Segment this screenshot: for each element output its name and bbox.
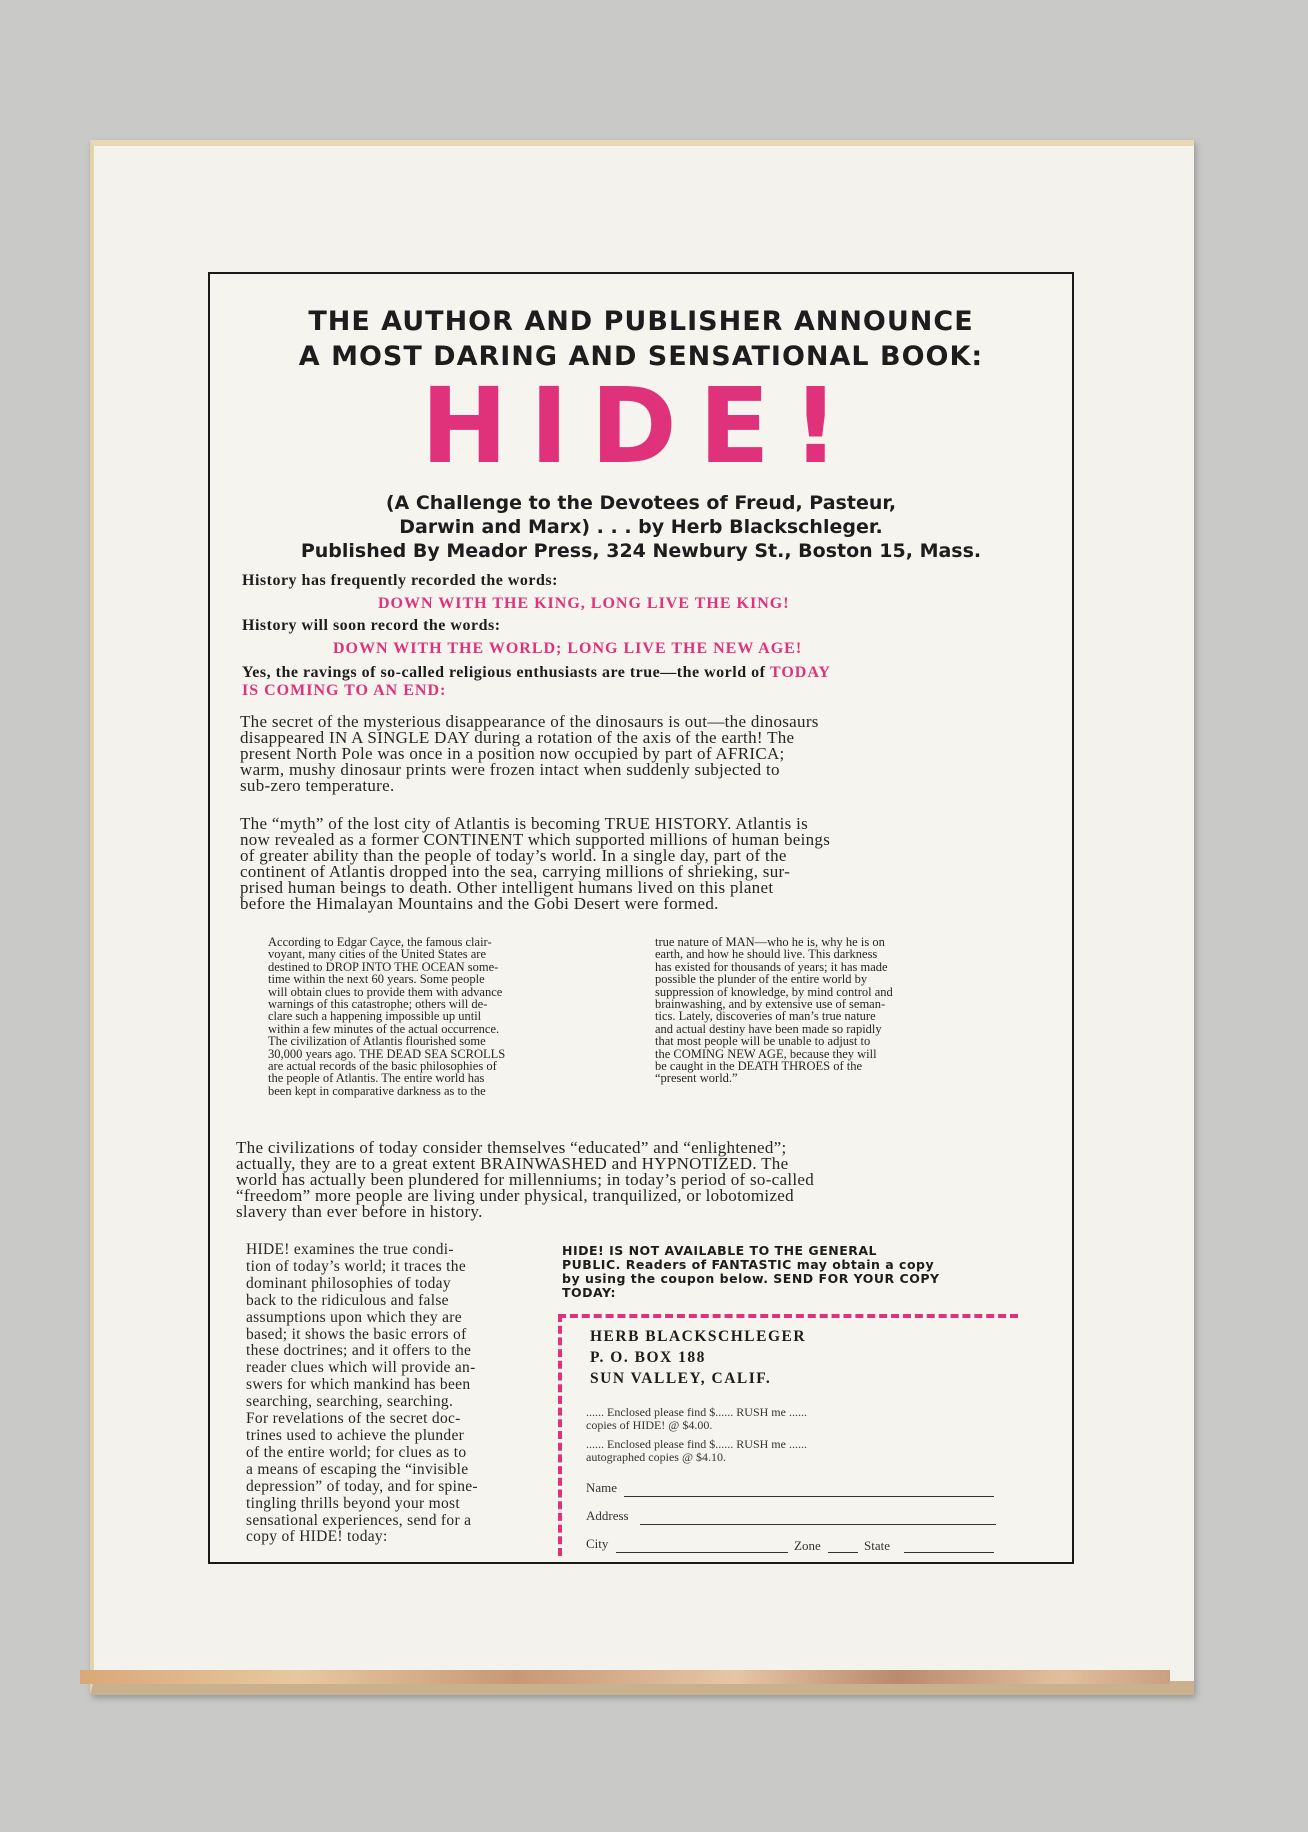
advertisement-box: [208, 272, 1074, 1564]
column-line: earth, and how he should live. This darkness: [655, 947, 878, 962]
paragraph-line: dominant philosophies of today: [246, 1274, 451, 1292]
order-line-2[interactable]: ...... Enclosed please find $...... RUSH me ......: [586, 1437, 807, 1451]
paragraph-line: depression” of today, and for spine-: [246, 1477, 478, 1495]
column-line: possible the plunder of the entire world by: [655, 972, 868, 987]
ravings-text: Yes, the ravings of so-called religious enthusiasts are true—the world of: [242, 664, 766, 681]
paragraph-line: assumptions upon which they are: [246, 1308, 462, 1326]
order-line-2b: autographed copies @ $4.10.: [586, 1450, 727, 1464]
paragraph-line: The secret of the mysterious disappearance of the dinosaurs is out—the dinosaurs: [240, 712, 819, 731]
column-line: warnings of this catastrophe; others will de-: [268, 997, 488, 1012]
column-line: the people of Atlantis. The entire world has: [268, 1071, 485, 1086]
paragraph-line: swers for which mankind has been: [246, 1376, 471, 1394]
column-line: clare such a happening impossible up until: [268, 1009, 482, 1024]
zone-label: Zone: [794, 1538, 821, 1553]
column-line: that most people will be unable to adjust to: [655, 1034, 871, 1049]
header-line-2: A MOST DARING AND SENSATIONAL BOOK:: [298, 341, 984, 372]
notice-line: HIDE! IS NOT AVAILABLE TO THE GENERAL: [562, 1243, 877, 1258]
zone-field[interactable]: [828, 1552, 858, 1553]
notice-line: TODAY:: [562, 1285, 616, 1300]
paragraph-line: HIDE! examines the true condi-: [246, 1241, 454, 1258]
paragraph-line: a means of escaping the “invisible: [246, 1460, 469, 1478]
column-line: be caught in the DEATH THROES of the: [655, 1059, 863, 1074]
availability-notice: [562, 1244, 1002, 1300]
name-label: Name: [586, 1480, 618, 1495]
column-line: and actual destiny have been made so rapidly: [655, 1021, 882, 1036]
column-line: has existed for thousands of years; it has made: [655, 959, 888, 974]
civilizations-paragraph: [236, 1140, 1044, 1220]
paragraph-line: continent of Atlantis dropped into the sea, carrying millions of shrieking, sur-: [240, 862, 791, 881]
column-line: are actual records of the basic philosophies of: [268, 1059, 497, 1074]
header-line-1: THE AUTHOR AND PUBLISHER ANNOUNCE: [308, 306, 974, 337]
notice-line: PUBLIC. Readers of FANTASTIC may obtain a copy: [562, 1257, 935, 1272]
today-word: TODAY: [769, 664, 831, 681]
paragraph-line: these doctrines; and it offers to the: [246, 1342, 472, 1360]
examines-paragraph: [246, 1242, 546, 1546]
book-title: HIDE!: [420, 365, 862, 487]
paragraph-line: of greater ability than the people of today’s world. In a single day, part of the: [240, 846, 787, 865]
paragraph-line: actually, they are to a great extent BRAINWASHED and HYPNOTIZED. The: [236, 1154, 789, 1173]
atlantis-paragraph: [240, 816, 1048, 912]
slogan-king: DOWN WITH THE KING, LONG LIVE THE KING!: [378, 595, 790, 612]
paragraph-line: reader clues which will provide an-: [246, 1359, 476, 1377]
paragraph-line: tion of today’s world; it traces the: [246, 1257, 467, 1275]
paragraph-line: For revelations of the secret doc-: [246, 1410, 461, 1428]
paragraph-line: before the Himalayan Mountains and the Gobi Desert were formed.: [240, 894, 719, 913]
paragraph-line: back to the ridiculous and false: [246, 1291, 449, 1309]
dinosaur-paragraph: [240, 714, 1048, 794]
publisher-line: Published By Meador Press, 324 Newbury St., Boston 15, Mass.: [300, 540, 982, 562]
column-line: tics. Lately, discoveries of man’s true nature: [655, 1009, 876, 1024]
address-label: Address: [586, 1508, 629, 1523]
ravings-line: [242, 664, 831, 682]
column-line: voyant, many cities of the United States are: [268, 947, 486, 962]
ending-line: IS COMING TO AN END:: [242, 682, 447, 699]
address-field[interactable]: [640, 1524, 996, 1525]
paragraph-line: “freedom” more people are living under physical, tranquilized, or lobotomized: [236, 1186, 794, 1205]
paragraph-line: of the entire world; for clues as to: [246, 1443, 467, 1461]
paragraph-line: based; it shows the basic errors of: [246, 1325, 467, 1343]
column-line: brainwashing, and by extensive use of seman-: [655, 997, 886, 1012]
paragraph-line: searching, searching, searching.: [246, 1393, 454, 1411]
paragraph-line: world has actually been plundered for millenniums; in today’s period of so-called: [236, 1170, 815, 1189]
order-line-1b: copies of HIDE! @ $4.00.: [586, 1418, 713, 1432]
name-field[interactable]: [624, 1496, 994, 1497]
paragraph-line: prised human beings to death. Other intelligent humans lived on this planet: [240, 878, 774, 897]
order-line-1[interactable]: ...... Enclosed please find $...... RUSH me ......: [586, 1405, 807, 1419]
column-line: The civilization of Atlantis flourished some: [268, 1034, 486, 1049]
notice-line: by using the coupon below. SEND FOR YOUR COPY: [562, 1271, 940, 1286]
coupon-address-box: P. O. BOX 188: [590, 1349, 706, 1366]
city-label: City: [586, 1536, 609, 1551]
paragraph-line: sensational experiences, send for a: [246, 1511, 472, 1529]
paragraph-line: sub-zero temperature.: [240, 776, 395, 795]
cayce-right-column: [655, 936, 1005, 1085]
paragraph-line: tingling thrills beyond your most: [246, 1494, 460, 1512]
state-label: State: [864, 1538, 890, 1553]
state-field[interactable]: [904, 1552, 994, 1553]
cayce-left-column: [268, 936, 628, 1097]
paragraph-line: The “myth” of the lost city of Atlantis is becoming TRUE HISTORY. Atlantis is: [240, 814, 809, 833]
column-line: According to Edgar Cayce, the famous clair-: [268, 935, 492, 949]
coupon-address-name: HERB BLACKSCHLEGER: [590, 1328, 807, 1345]
paragraph-line: slavery than ever before in history.: [236, 1202, 483, 1221]
column-line: “present world.”: [655, 1071, 738, 1086]
column-line: destined to DROP INTO THE OCEAN some-: [268, 959, 499, 974]
column-line: suppression of knowledge, by mind control and: [655, 984, 893, 999]
column-line: 30,000 years ago. THE DEAD SEA SCROLLS: [268, 1046, 506, 1061]
paragraph-line: now revealed as a former CONTINENT which supported millions of human beings: [240, 830, 831, 849]
subtitle-line-1: (A Challenge to the Devotees of Freud, Pasteur,: [385, 492, 897, 514]
subtitle-line-2: Darwin and Marx) . . . by Herb Blackschleger.: [399, 516, 883, 538]
column-line: been kept in comparative darkness as to the: [268, 1083, 486, 1098]
column-line: time within the next 60 years. Some people: [268, 972, 485, 987]
paragraph-line: copy of HIDE! today:: [246, 1528, 388, 1546]
slogan-world: DOWN WITH THE WORLD; LONG LIVE THE NEW AGE!: [333, 640, 803, 657]
paragraph-line: The civilizations of today consider themselves “educated” and “enlightened”;: [236, 1138, 787, 1157]
cover-bottom-edge: [80, 1670, 1170, 1684]
column-line: true nature of MAN—who he is, why he is on: [655, 935, 885, 949]
paragraph-line: present North Pole was once in a position now occupied by part of AFRICA;: [240, 744, 785, 763]
column-line: within a few minutes of the actual occurrence.: [268, 1021, 500, 1036]
paragraph-line: trines used to achieve the plunder: [246, 1426, 465, 1444]
order-coupon: [558, 1314, 1018, 1556]
coupon-address-city: SUN VALLEY, CALIF.: [590, 1370, 772, 1387]
column-line: the COMING NEW AGE, because they will: [655, 1046, 877, 1061]
paragraph-line: warm, mushy dinosaur prints were frozen intact when suddenly subjected to: [240, 760, 780, 779]
city-field[interactable]: [616, 1552, 788, 1553]
history-recorded: History has frequently recorded the words:: [242, 572, 558, 589]
column-line: will obtain clues to provide them with advance: [268, 984, 503, 999]
paragraph-line: disappeared IN A SINGLE DAY during a rotation of the axis of the earth! The: [240, 728, 795, 747]
history-soon: History will soon record the words:: [242, 617, 501, 634]
